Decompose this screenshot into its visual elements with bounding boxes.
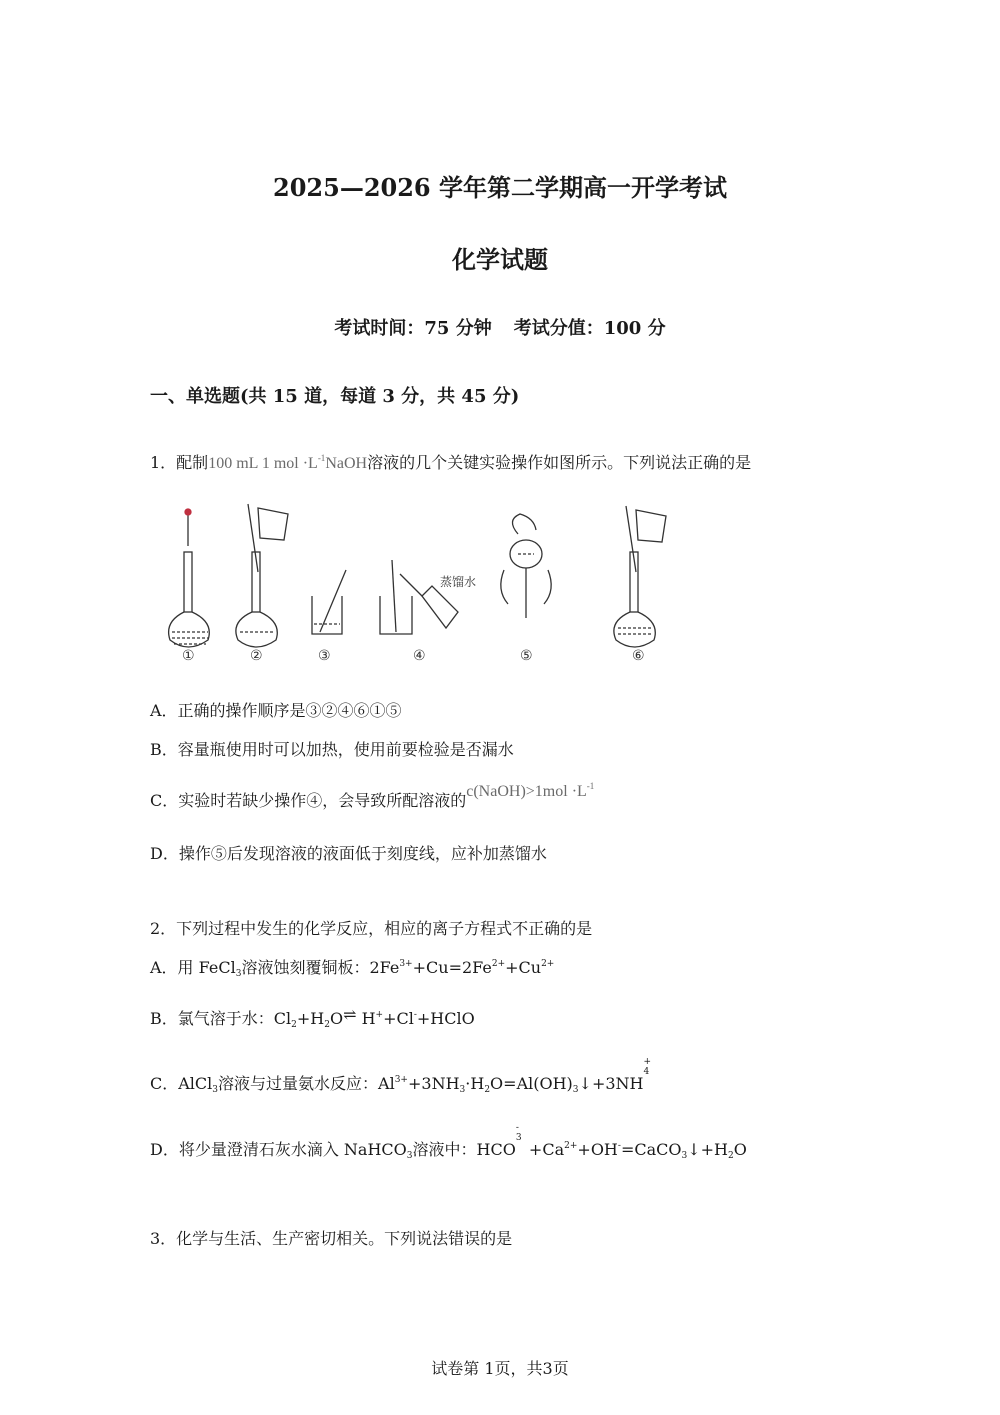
question-2-stem: 2．下列过程中发生的化学反应，相应的离子方程式不正确的是: [150, 919, 593, 938]
wash-bottle-icon: [380, 560, 458, 634]
water-label: 蒸馏水: [440, 575, 477, 589]
lab-operations-figure: [160, 500, 690, 670]
q1-option-c-formula: c(NaOH)>1mol $\cdot L^{-1}$: [466, 781, 595, 800]
q1-option-b: B．容量瓶使用时可以加热，使用前要检验是否漏水: [150, 740, 514, 759]
figure-label-1: ①: [182, 648, 195, 664]
q2-option-a: A．用 FeCl$_3$溶液蚀刻覆铜板：$2Fe^{3+}+Cu=2Fe^{2+}+Cu^{2+}$: [150, 958, 555, 979]
time-label: 考试时间：75 分钟: [334, 318, 492, 339]
q2-option-c: C．AlCl$_3$溶液与过量氨水反应：$Al^{3+}+3NH_3\cdot H_2O=Al(OH)_3↓+3NH$ + 4: [150, 1057, 652, 1095]
beaker-stir-icon: [312, 570, 346, 634]
subject-title: 化学试题: [452, 245, 548, 274]
flask-dropper-icon: [169, 509, 210, 647]
flask-pour-icon-2: [614, 506, 666, 647]
q1-option-a: A．正确的操作顺序是③②④⑥①⑤: [150, 701, 402, 720]
q1-option-c: [150, 781, 595, 811]
figure-label-2: ②: [250, 648, 263, 664]
equilibrium-arrow-icon: ⇌: [343, 1005, 357, 1024]
q2-option-b: B．氯气溶于水：$Cl_2+H_2O\rightleftharpoons$ H++Cl-+HClO: [150, 1005, 475, 1030]
lab-figure-svg: [160, 500, 690, 670]
q1-option-c-text: C．实验时若缺少操作④，会导致所配溶液的: [150, 791, 467, 810]
figure-label-6: ⑥: [632, 648, 645, 664]
question-3-stem: 3．化学与生活、生产密切相关。下列说法错误的是: [150, 1229, 513, 1248]
figure-label-5: ⑤: [520, 648, 533, 664]
q1-option-d: D．操作⑤后发现溶液的液面低于刻度线，应补加蒸馏水: [150, 844, 547, 863]
q1-prefix: 1．配制: [150, 453, 209, 472]
figure-label-4: ④: [413, 648, 426, 664]
flask-pour-icon: [236, 504, 288, 647]
page-footer: 试卷第 1页，共3页: [431, 1359, 569, 1378]
q1-suffix: 溶液的几个关键实验操作如图所示。下列说法正确的是: [367, 453, 752, 472]
exam-info: [0, 314, 1000, 340]
q2-option-d: D．将少量澄清石灰水滴入 NaHCO$_3$溶液中：HCO - 3 $+Ca^{2+}+OH^-=CaCO_3↓+H_2O$: [150, 1123, 747, 1161]
question-1-stem: [150, 450, 751, 473]
figure-label-3: ③: [318, 648, 331, 664]
section-heading: 一、单选题(共 15 道，每道 3 分，共 45 分): [150, 386, 520, 407]
q1-formula: 100 mL 1 mol $\cdot L^{-1}NaOH$: [208, 453, 368, 472]
flask-shake-icon: [501, 514, 551, 618]
score-label: 考试分值：100 分: [513, 318, 666, 339]
exam-title: 2025—2026 学年第二学期高一开学考试: [273, 173, 727, 202]
